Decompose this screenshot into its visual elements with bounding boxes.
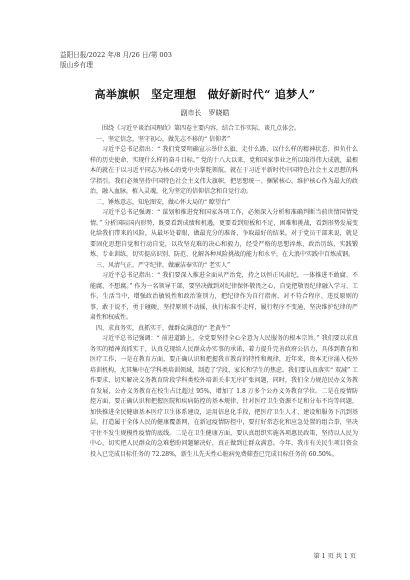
article-title: 高举旗帜 坚定理想 做好新时代“ 追梦人” <box>94 88 316 101</box>
article-body <box>90 124 358 460</box>
section-heading: 一、坚定信念，坚守初心，做先志不移的“ 信仰者” <box>96 135 231 143</box>
source-header <box>60 50 172 70</box>
section-heading: 三、风清气正，严守纪律，做廉洁奉实的“ 老实人” <box>96 261 231 269</box>
intro-paragraph: 围绕《习近平谈治国理政》第四卷主要内容，结合工作实际，谈几点体会。 <box>102 125 301 132</box>
section-heading: 二、锤炼意志，知危图安，做心怀大局的“ 瞭望台” <box>96 198 231 206</box>
section-line: 版山乡有理 <box>60 61 93 69</box>
body-paragraph: 习近平总书记强调：“ 谋划和推进党和国家各项工作，必须深入分析和准确判断当前世情国情党情。” 分析国际国内形势，既要看到成绩和机遇，更要看到短板和不足，困难和挑战，看到形势发展变化给我们带来的风险，从最坏处着眼，做最充分的准备，争取最好的结果。对于党员干部来说，就是要固化思想自觉和行动自觉，以攻坚克难的决心和毅力，经受严格的思想淬炼、政治历练、实践锻炼、专业训练，切实提高识别、防范、化解各种风险挑战的能力和水平，在大浪中实践中百炼成钢。 <box>90 209 358 258</box>
article-byline: 副市长 罗晓皓 <box>180 109 230 117</box>
body-paragraph: 习近平总书记指出：“ 我们要深入推进全面从严治党，持之以恒正风肃纪，一体推进不敢腐、不能腐、不想腐。” 作为一名领导干部，要坚决做到对纪律保怀敬畏之心，自觉把敬畏纪律融入学习、工作、生活当中，增强政治敏锐性和政治鉴别力，把纪律作为自行指南，对不符合程序、违反原则的事，敢于说不，勇于碰硬，坚持原则不动摇，执行标准不走样，履行程序不变通，坚决维护纪律的严肃性和权威性。 <box>90 272 358 321</box>
body-paragraph: 习近平总书记指出：“ 我们党要明确宣示举什么旗、走什么路、以什么样的精神状态、担负什么样的历史使命、实现什么样的奋斗目标。” 党的十八大以来，党和国家事业之所以取得伟大成就，最根本的就在于以习近平同志为核心的党中央掌舵领航，就在于习近平新时代中国特色社会主义思想的科学指引。我们必须坚持中国特色社会主义伟大旗帜，把思想统一、捆紧核心，维护核心作为最大的政治，融入血脉，植入灵魂，化为坚定的信仰信念和自觉行动。 <box>90 146 358 195</box>
body-paragraph: 习近平总书记强调：“ 前进道路上，全党要坚持全心全意为人民服务的根本宗旨。” 我们要以求真务实的精神真抓实干，认真兑现给人民群众办实事的承诺，着力提升完善政府公信力，具体到教育和医疗工作，一是在教育方面，要正确认识和把握我市教育的特性和规律，近年来，资本无序涌入校外培训机构，尤其集中在学科类培训领域，制造了学段、家长和学生的焦虑。我们要认真落实“ 双减” 工作要求，切实解决义务教育阶段学科类校外培训关非无序扩张问题，同时，我们全力规范民办义务教育发展，公办义务教育在校生占比超过 95%，增加了 1.8 万多个公办义务教育学位。二是在疫情防控方面，要正确认识和把握医院和疾病防控的基本规律，针对医疗卫生资源不足和分布不均等问题，加快推进全民健康基本医疗卫生体系建设，运用信息化手段，把医疗卫生人才、建设和服务下沉到基层，打造属于全体人民的健康覆盖网，在新冠疫情防控中，要打好常态化和应急处置的组合拳，坚决守住不发生规模性疫情的底线。二是在卫生健康方面，要认真组织实施各项惠民政策，坚持以人民为中心，切实把人民群众的急难愁盼问题解决好，真正做到让群众满意。今年，我市有关民生项目资金投入已完成目标任务的 72.28%，新生儿先天性心脏病免费筛查已完成目标任务的 60.50%。 <box>90 335 358 458</box>
page-number: 第 1 页 共 1 页 <box>313 553 356 560</box>
source-line: 益阳日报/2022 年/8 月/26 日/第 003 <box>60 51 172 59</box>
section-heading: 四、求真务实，真抓实干，做群众满意的“ 老黄牛” <box>96 324 231 332</box>
